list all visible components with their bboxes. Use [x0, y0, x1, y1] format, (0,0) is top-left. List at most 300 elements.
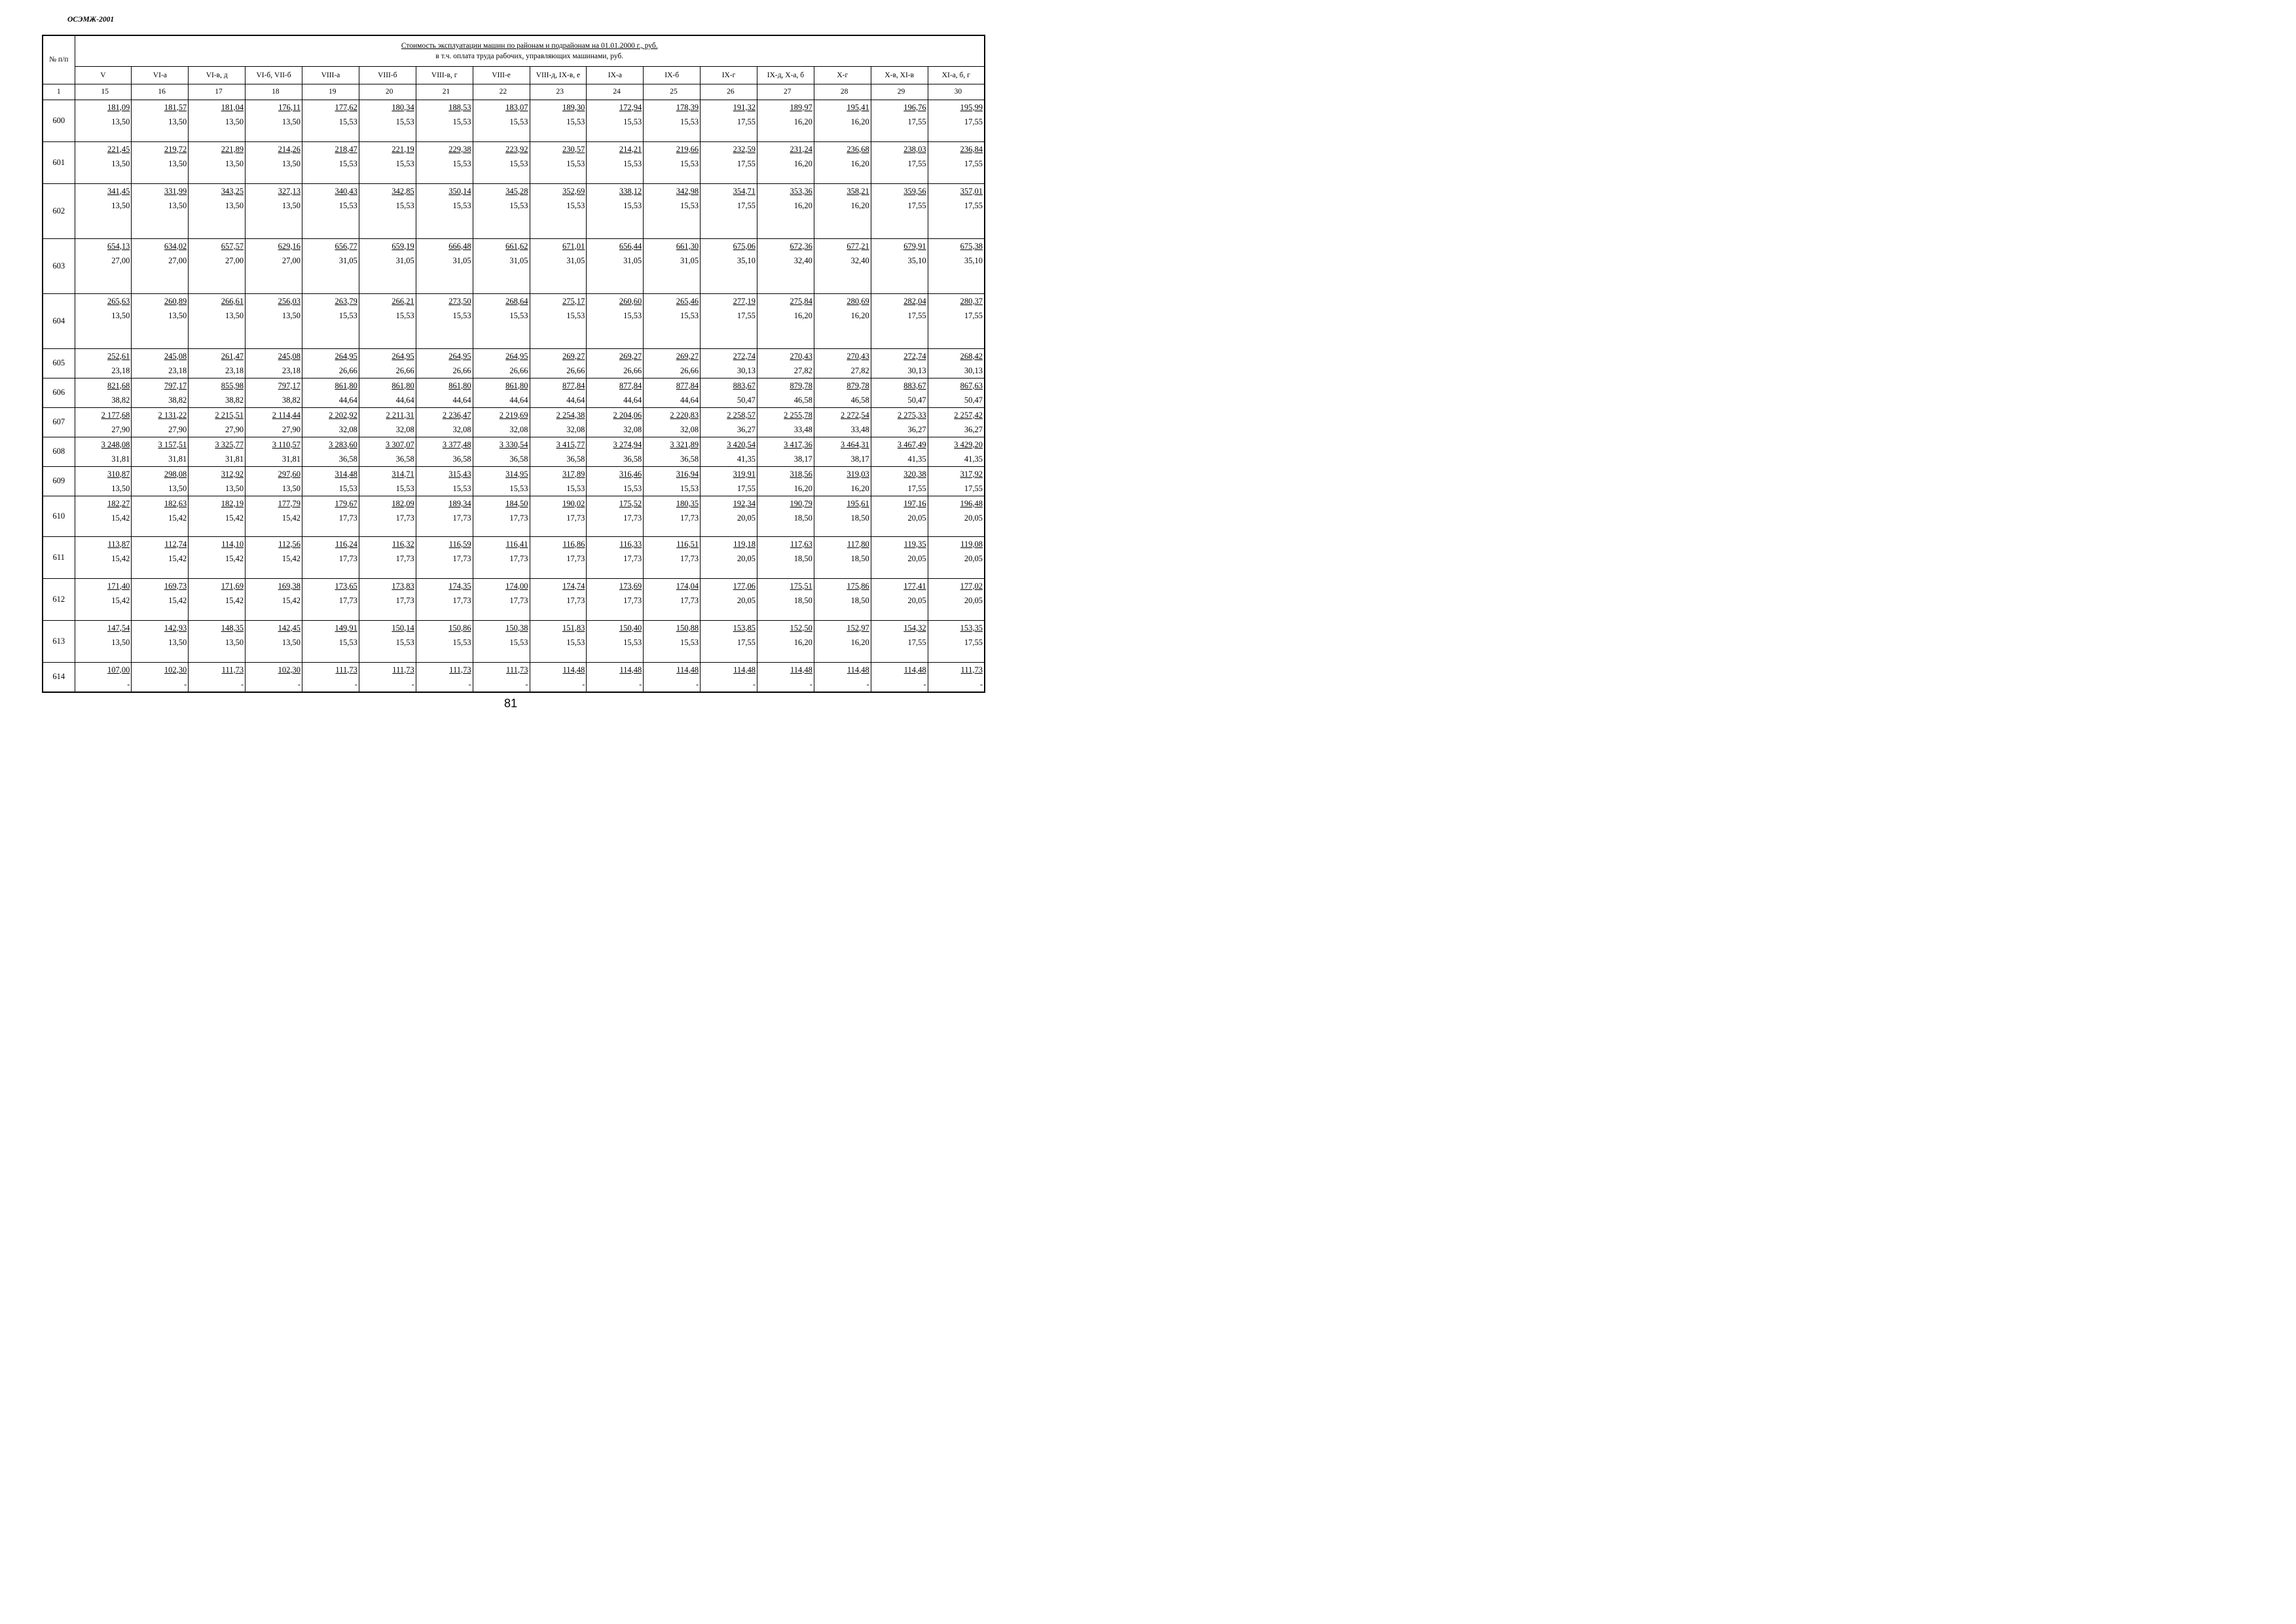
operating-cost-value: 174,35: [448, 581, 471, 591]
labor-cost-value: 20,05: [907, 513, 926, 523]
operating-cost-value: 2 258,57: [727, 410, 756, 420]
operating-cost-value: 352,69: [562, 186, 585, 196]
value-cell: [644, 141, 701, 183]
labor-cost-value: 15,42: [168, 513, 187, 523]
labor-cost-value: -: [923, 679, 926, 689]
labor-cost-value: 27,90: [225, 424, 244, 434]
operating-cost-value: 111,73: [960, 665, 983, 674]
region-column-header: VIII-е: [473, 66, 530, 84]
operating-cost-value: 181,09: [107, 102, 130, 112]
labor-cost-value: 15,53: [452, 637, 471, 647]
operating-cost-value: 272,74: [903, 351, 926, 361]
operating-cost-value: 316,46: [619, 469, 642, 479]
operating-cost-value: 112,56: [278, 539, 301, 549]
labor-cost-value: 15,42: [111, 513, 130, 523]
labor-cost-value: 16,20: [793, 483, 812, 493]
operating-cost-value: 114,48: [847, 665, 869, 674]
operating-cost-value: 150,86: [448, 623, 471, 633]
labor-cost-value: 15,42: [282, 553, 301, 563]
labor-cost-value: 16,20: [850, 310, 869, 320]
labor-cost-value: 36,58: [452, 454, 471, 464]
labor-cost-value: 13,50: [168, 310, 187, 320]
value-cell: [359, 183, 416, 238]
region-column-header: VIII-б: [359, 66, 416, 84]
column-index-cell: 15: [75, 84, 132, 100]
value-cell: [928, 466, 985, 496]
labor-cost-value: 15,53: [680, 158, 699, 168]
value-cell: [644, 100, 701, 141]
labor-cost-value: 17,55: [964, 310, 983, 320]
operating-cost-value: 861,80: [335, 380, 357, 390]
labor-cost-value: 17,73: [338, 513, 357, 523]
labor-cost-value: 15,53: [452, 200, 471, 210]
value-cell: [132, 578, 189, 620]
value-cell: [928, 183, 985, 238]
operating-cost-value: 2 236,47: [442, 410, 471, 420]
value-cell: [928, 100, 985, 141]
value-cell: [644, 466, 701, 496]
operating-cost-value: 177,02: [960, 581, 983, 591]
labor-cost-value: 13,50: [111, 637, 130, 647]
labor-cost-value: 15,53: [395, 158, 414, 168]
value-cell: [132, 496, 189, 536]
value-cell: [416, 100, 473, 141]
value-cell: [473, 238, 530, 293]
operating-cost-value: 268,64: [505, 296, 528, 306]
operating-cost-value: 2 257,42: [954, 410, 983, 420]
value-cell: [132, 437, 189, 466]
operating-cost-value: 181,04: [221, 102, 244, 112]
operating-cost-value: 320,38: [903, 469, 926, 479]
operating-cost-value: 861,80: [448, 380, 471, 390]
row-number: 605: [43, 348, 75, 378]
operating-cost-value: 150,14: [392, 623, 414, 633]
labor-cost-value: 17,55: [907, 483, 926, 493]
labor-cost-value: -: [752, 679, 756, 689]
labor-cost-value: 13,50: [111, 310, 130, 320]
operating-cost-value: 3 377,48: [442, 439, 471, 449]
value-cell: [871, 293, 928, 348]
labor-cost-value: 44,64: [623, 395, 642, 405]
value-cell: [530, 348, 587, 378]
value-cell: [189, 496, 246, 536]
operating-cost-value: 675,38: [960, 241, 983, 251]
operating-cost-value: 2 177,68: [101, 410, 130, 420]
labor-cost-value: 13,50: [282, 637, 301, 647]
labor-cost-value: 30,13: [737, 365, 756, 375]
operating-cost-value: 171,40: [107, 581, 130, 591]
value-cell: [530, 662, 587, 692]
value-cell: [587, 578, 644, 620]
operating-cost-value: 174,74: [562, 581, 585, 591]
operating-cost-value: 264,95: [335, 351, 357, 361]
labor-cost-value: 27,90: [111, 424, 130, 434]
value-cell: [132, 536, 189, 578]
operating-cost-value: 184,50: [505, 498, 528, 508]
value-cell: [75, 407, 132, 437]
labor-cost-value: 41,35: [907, 454, 926, 464]
operating-cost-value: 331,99: [164, 186, 187, 196]
labor-cost-value: 36,58: [623, 454, 642, 464]
labor-cost-value: 17,55: [964, 637, 983, 647]
value-cell: [871, 466, 928, 496]
operating-cost-value: 2 211,31: [386, 410, 414, 420]
labor-cost-value: 17,55: [964, 483, 983, 493]
value-cell: [587, 141, 644, 183]
operating-cost-value: 2 204,06: [613, 410, 642, 420]
operating-cost-value: 148,35: [221, 623, 244, 633]
labor-cost-value: 20,05: [964, 513, 983, 523]
value-cell: [75, 378, 132, 407]
labor-cost-value: 32,40: [850, 255, 869, 265]
value-cell: [359, 348, 416, 378]
labor-cost-value: 15,53: [338, 200, 357, 210]
labor-cost-value: 13,50: [225, 158, 244, 168]
operating-cost-value: 182,19: [221, 498, 244, 508]
table-row: [43, 293, 985, 348]
value-cell: [416, 183, 473, 238]
labor-cost-value: 17,55: [907, 117, 926, 126]
value-cell: [644, 407, 701, 437]
labor-cost-value: 18,50: [850, 553, 869, 563]
value-cell: [75, 578, 132, 620]
operating-cost-value: 867,63: [960, 380, 983, 390]
value-cell: [302, 183, 359, 238]
value-cell: [132, 141, 189, 183]
operating-cost-value: 260,60: [619, 296, 642, 306]
value-cell: [701, 662, 757, 692]
labor-cost-value: 16,20: [850, 483, 869, 493]
operating-cost-value: 666,48: [448, 241, 471, 251]
labor-cost-value: 32,08: [566, 424, 585, 434]
operating-cost-value: 883,67: [903, 380, 926, 390]
operating-cost-value: 238,03: [903, 144, 926, 154]
value-cell: [416, 378, 473, 407]
value-cell: [928, 496, 985, 536]
region-column-header: VI-в, д: [189, 66, 246, 84]
labor-cost-value: -: [582, 679, 585, 689]
operating-cost-value: 861,80: [505, 380, 528, 390]
labor-cost-value: 27,90: [282, 424, 301, 434]
operating-cost-value: 656,44: [619, 241, 642, 251]
value-cell: [530, 466, 587, 496]
column-index-cell: 23: [530, 84, 587, 100]
labor-cost-value: 15,53: [566, 637, 585, 647]
operating-cost-value: 174,00: [505, 581, 528, 591]
labor-cost-value: 13,50: [111, 483, 130, 493]
value-cell: [246, 293, 302, 348]
operating-cost-value: 3 330,54: [499, 439, 528, 449]
labor-cost-value: 36,58: [395, 454, 414, 464]
labor-cost-value: 15,53: [566, 117, 585, 126]
value-cell: [701, 378, 757, 407]
operating-cost-value: 190,79: [790, 498, 812, 508]
labor-cost-value: 15,42: [111, 595, 130, 605]
labor-cost-value: 31,05: [338, 255, 357, 265]
operating-cost-value: 310,87: [107, 469, 130, 479]
labor-cost-value: 17,73: [566, 553, 585, 563]
value-cell: [132, 620, 189, 662]
operating-cost-value: 114,48: [676, 665, 699, 674]
row-number: 603: [43, 238, 75, 293]
operating-cost-value: 273,50: [448, 296, 471, 306]
value-cell: [416, 348, 473, 378]
value-cell: [928, 238, 985, 293]
value-cell: [75, 183, 132, 238]
value-cell: [928, 407, 985, 437]
column-index-cell: 22: [473, 84, 530, 100]
operating-cost-value: 265,63: [107, 296, 130, 306]
operating-cost-value: 116,41: [505, 539, 528, 549]
value-cell: [587, 183, 644, 238]
labor-cost-value: 44,64: [509, 395, 528, 405]
labor-cost-value: 17,73: [509, 595, 528, 605]
operating-cost-value: 119,08: [960, 539, 983, 549]
value-cell: [359, 100, 416, 141]
operating-cost-value: 661,62: [505, 241, 528, 251]
operating-cost-value: 180,34: [392, 102, 414, 112]
labor-cost-value: 44,64: [566, 395, 585, 405]
operating-cost-value: 197,16: [903, 498, 926, 508]
labor-cost-value: -: [979, 679, 983, 689]
value-cell: [359, 378, 416, 407]
value-cell: [246, 378, 302, 407]
value-cell: [189, 293, 246, 348]
row-number: 607: [43, 407, 75, 437]
value-cell: [189, 620, 246, 662]
value-cell: [928, 141, 985, 183]
labor-cost-value: 31,05: [680, 255, 699, 265]
operating-cost-value: 3 467,49: [897, 439, 926, 449]
operating-cost-value: 153,85: [733, 623, 756, 633]
labor-cost-value: 15,53: [623, 158, 642, 168]
value-cell: [189, 437, 246, 466]
labor-cost-value: 31,05: [566, 255, 585, 265]
labor-cost-value: 13,50: [168, 117, 187, 126]
labor-cost-value: 31,81: [111, 454, 130, 464]
operating-cost-value: 855,98: [221, 380, 244, 390]
value-cell: [644, 662, 701, 692]
operating-cost-value: 298,08: [164, 469, 187, 479]
labor-cost-value: 33,48: [793, 424, 812, 434]
row-number: 613: [43, 620, 75, 662]
labor-cost-value: -: [525, 679, 528, 689]
operating-cost-value: 182,27: [107, 498, 130, 508]
operating-cost-value: 2 202,92: [329, 410, 357, 420]
table-row: [43, 578, 985, 620]
operating-cost-value: 214,21: [619, 144, 642, 154]
labor-cost-value: 27,82: [793, 365, 812, 375]
value-cell: [530, 407, 587, 437]
operating-cost-value: 3 307,07: [386, 439, 414, 449]
operating-cost-value: 269,27: [562, 351, 585, 361]
labor-cost-value: 15,53: [680, 483, 699, 493]
value-cell: [416, 407, 473, 437]
page-number: 81: [503, 697, 518, 710]
operating-cost-value: 2 255,78: [784, 410, 812, 420]
value-cell: [189, 662, 246, 692]
operating-cost-value: 188,53: [448, 102, 471, 112]
column-index-row: [43, 84, 985, 100]
column-index-cell: 28: [814, 84, 871, 100]
operating-cost-value: 345,28: [505, 186, 528, 196]
value-cell: [928, 620, 985, 662]
labor-cost-value: 31,81: [168, 454, 187, 464]
column-index-cell: 17: [189, 84, 246, 100]
labor-cost-value: 17,73: [395, 553, 414, 563]
column-index-cell: 24: [587, 84, 644, 100]
value-cell: [814, 141, 871, 183]
column-index-cell: 25: [644, 84, 701, 100]
region-column-header: IX-г: [701, 66, 757, 84]
labor-cost-value: 17,55: [964, 200, 983, 210]
labor-cost-value: 16,20: [850, 637, 869, 647]
operating-cost-value: 314,48: [335, 469, 357, 479]
operating-cost-value: 312,92: [221, 469, 244, 479]
operating-cost-value: 297,60: [278, 469, 301, 479]
value-cell: [871, 378, 928, 407]
value-cell: [701, 620, 757, 662]
value-cell: [814, 378, 871, 407]
labor-cost-value: 15,53: [509, 158, 528, 168]
value-cell: [473, 578, 530, 620]
operating-cost-value: 189,30: [562, 102, 585, 112]
value-cell: [416, 293, 473, 348]
operating-cost-value: 341,45: [107, 186, 130, 196]
table-row: [43, 536, 985, 578]
labor-cost-value: 27,00: [111, 255, 130, 265]
table-row: [43, 662, 985, 692]
operating-cost-value: 797,17: [164, 380, 187, 390]
column-index-cell: 1: [43, 84, 75, 100]
operating-cost-value: 169,73: [164, 581, 187, 591]
operating-cost-value: 175,52: [619, 498, 642, 508]
value-cell: [75, 238, 132, 293]
operating-cost-value: 219,72: [164, 144, 187, 154]
labor-cost-value: 26,66: [338, 365, 357, 375]
value-cell: [75, 620, 132, 662]
operating-cost-value: 3 415,77: [556, 439, 585, 449]
labor-cost-value: 32,08: [509, 424, 528, 434]
region-column-header: VIII-а: [302, 66, 359, 84]
operating-cost-value: 265,46: [676, 296, 699, 306]
table-row: [43, 348, 985, 378]
operating-cost-value: 270,43: [847, 351, 869, 361]
operating-cost-value: 657,57: [221, 241, 244, 251]
value-cell: [132, 407, 189, 437]
labor-cost-value: 16,20: [850, 158, 869, 168]
value-cell: [644, 293, 701, 348]
labor-cost-value: 15,42: [225, 553, 244, 563]
value-cell: [473, 378, 530, 407]
labor-cost-value: 15,53: [623, 483, 642, 493]
labor-cost-value: 26,66: [680, 365, 699, 375]
labor-cost-value: 13,50: [168, 200, 187, 210]
operating-cost-value: 353,36: [790, 186, 812, 196]
operating-cost-value: 114,10: [221, 539, 244, 549]
operating-cost-value: 266,21: [392, 296, 414, 306]
value-cell: [530, 437, 587, 466]
labor-cost-value: 20,05: [907, 553, 926, 563]
labor-cost-value: -: [184, 679, 187, 689]
operating-cost-value: 236,84: [960, 144, 983, 154]
labor-cost-value: 18,50: [793, 595, 812, 605]
labor-cost-value: 30,13: [907, 365, 926, 375]
value-cell: [757, 348, 814, 378]
labor-cost-value: 15,53: [338, 483, 357, 493]
operating-cost-value: 264,95: [392, 351, 414, 361]
value-cell: [132, 293, 189, 348]
labor-cost-value: 17,73: [395, 595, 414, 605]
labor-cost-value: 15,53: [623, 637, 642, 647]
labor-cost-value: 27,82: [850, 365, 869, 375]
operating-cost-value: 191,32: [733, 102, 756, 112]
row-number: 612: [43, 578, 75, 620]
operating-cost-value: 2 254,38: [556, 410, 585, 420]
value-cell: [75, 348, 132, 378]
labor-cost-value: 17,73: [623, 553, 642, 563]
labor-cost-value: 50,47: [737, 395, 756, 405]
labor-cost-value: 15,42: [168, 595, 187, 605]
value-cell: [246, 141, 302, 183]
operating-cost-value: 877,84: [619, 380, 642, 390]
labor-cost-value: 46,58: [793, 395, 812, 405]
labor-cost-value: 23,18: [111, 365, 130, 375]
labor-cost-value: 15,53: [680, 117, 699, 126]
operating-cost-value: 671,01: [562, 241, 585, 251]
operating-cost-value: 153,35: [960, 623, 983, 633]
labor-cost-value: 32,08: [680, 424, 699, 434]
value-cell: [587, 348, 644, 378]
table-row: [43, 466, 985, 496]
operating-cost-value: 119,35: [903, 539, 926, 549]
value-cell: [928, 293, 985, 348]
labor-cost-value: -: [127, 679, 130, 689]
labor-cost-value: 44,64: [338, 395, 357, 405]
labor-cost-value: 13,50: [282, 158, 301, 168]
operating-cost-value: 275,17: [562, 296, 585, 306]
value-cell: [701, 407, 757, 437]
value-cell: [416, 536, 473, 578]
operating-cost-value: 357,01: [960, 186, 983, 196]
operating-cost-value: 272,74: [733, 351, 756, 361]
labor-cost-value: 18,50: [850, 513, 869, 523]
value-cell: [701, 348, 757, 378]
labor-cost-value: 20,05: [907, 595, 926, 605]
value-cell: [644, 183, 701, 238]
labor-cost-value: 31,81: [282, 454, 301, 464]
value-cell: [814, 437, 871, 466]
operating-cost-value: 2 219,69: [499, 410, 528, 420]
value-cell: [871, 536, 928, 578]
value-cell: [530, 378, 587, 407]
operating-cost-value: 102,30: [278, 665, 301, 674]
value-cell: [530, 141, 587, 183]
value-cell: [359, 466, 416, 496]
operating-cost-value: 358,21: [847, 186, 869, 196]
value-cell: [473, 620, 530, 662]
operating-cost-value: 3 420,54: [727, 439, 756, 449]
value-cell: [246, 496, 302, 536]
table-row: [43, 378, 985, 407]
value-cell: [757, 293, 814, 348]
operating-cost-value: 343,25: [221, 186, 244, 196]
labor-cost-value: 15,53: [509, 117, 528, 126]
column-index-cell: 18: [246, 84, 302, 100]
value-cell: [246, 238, 302, 293]
labor-cost-value: 36,58: [509, 454, 528, 464]
value-cell: [871, 496, 928, 536]
